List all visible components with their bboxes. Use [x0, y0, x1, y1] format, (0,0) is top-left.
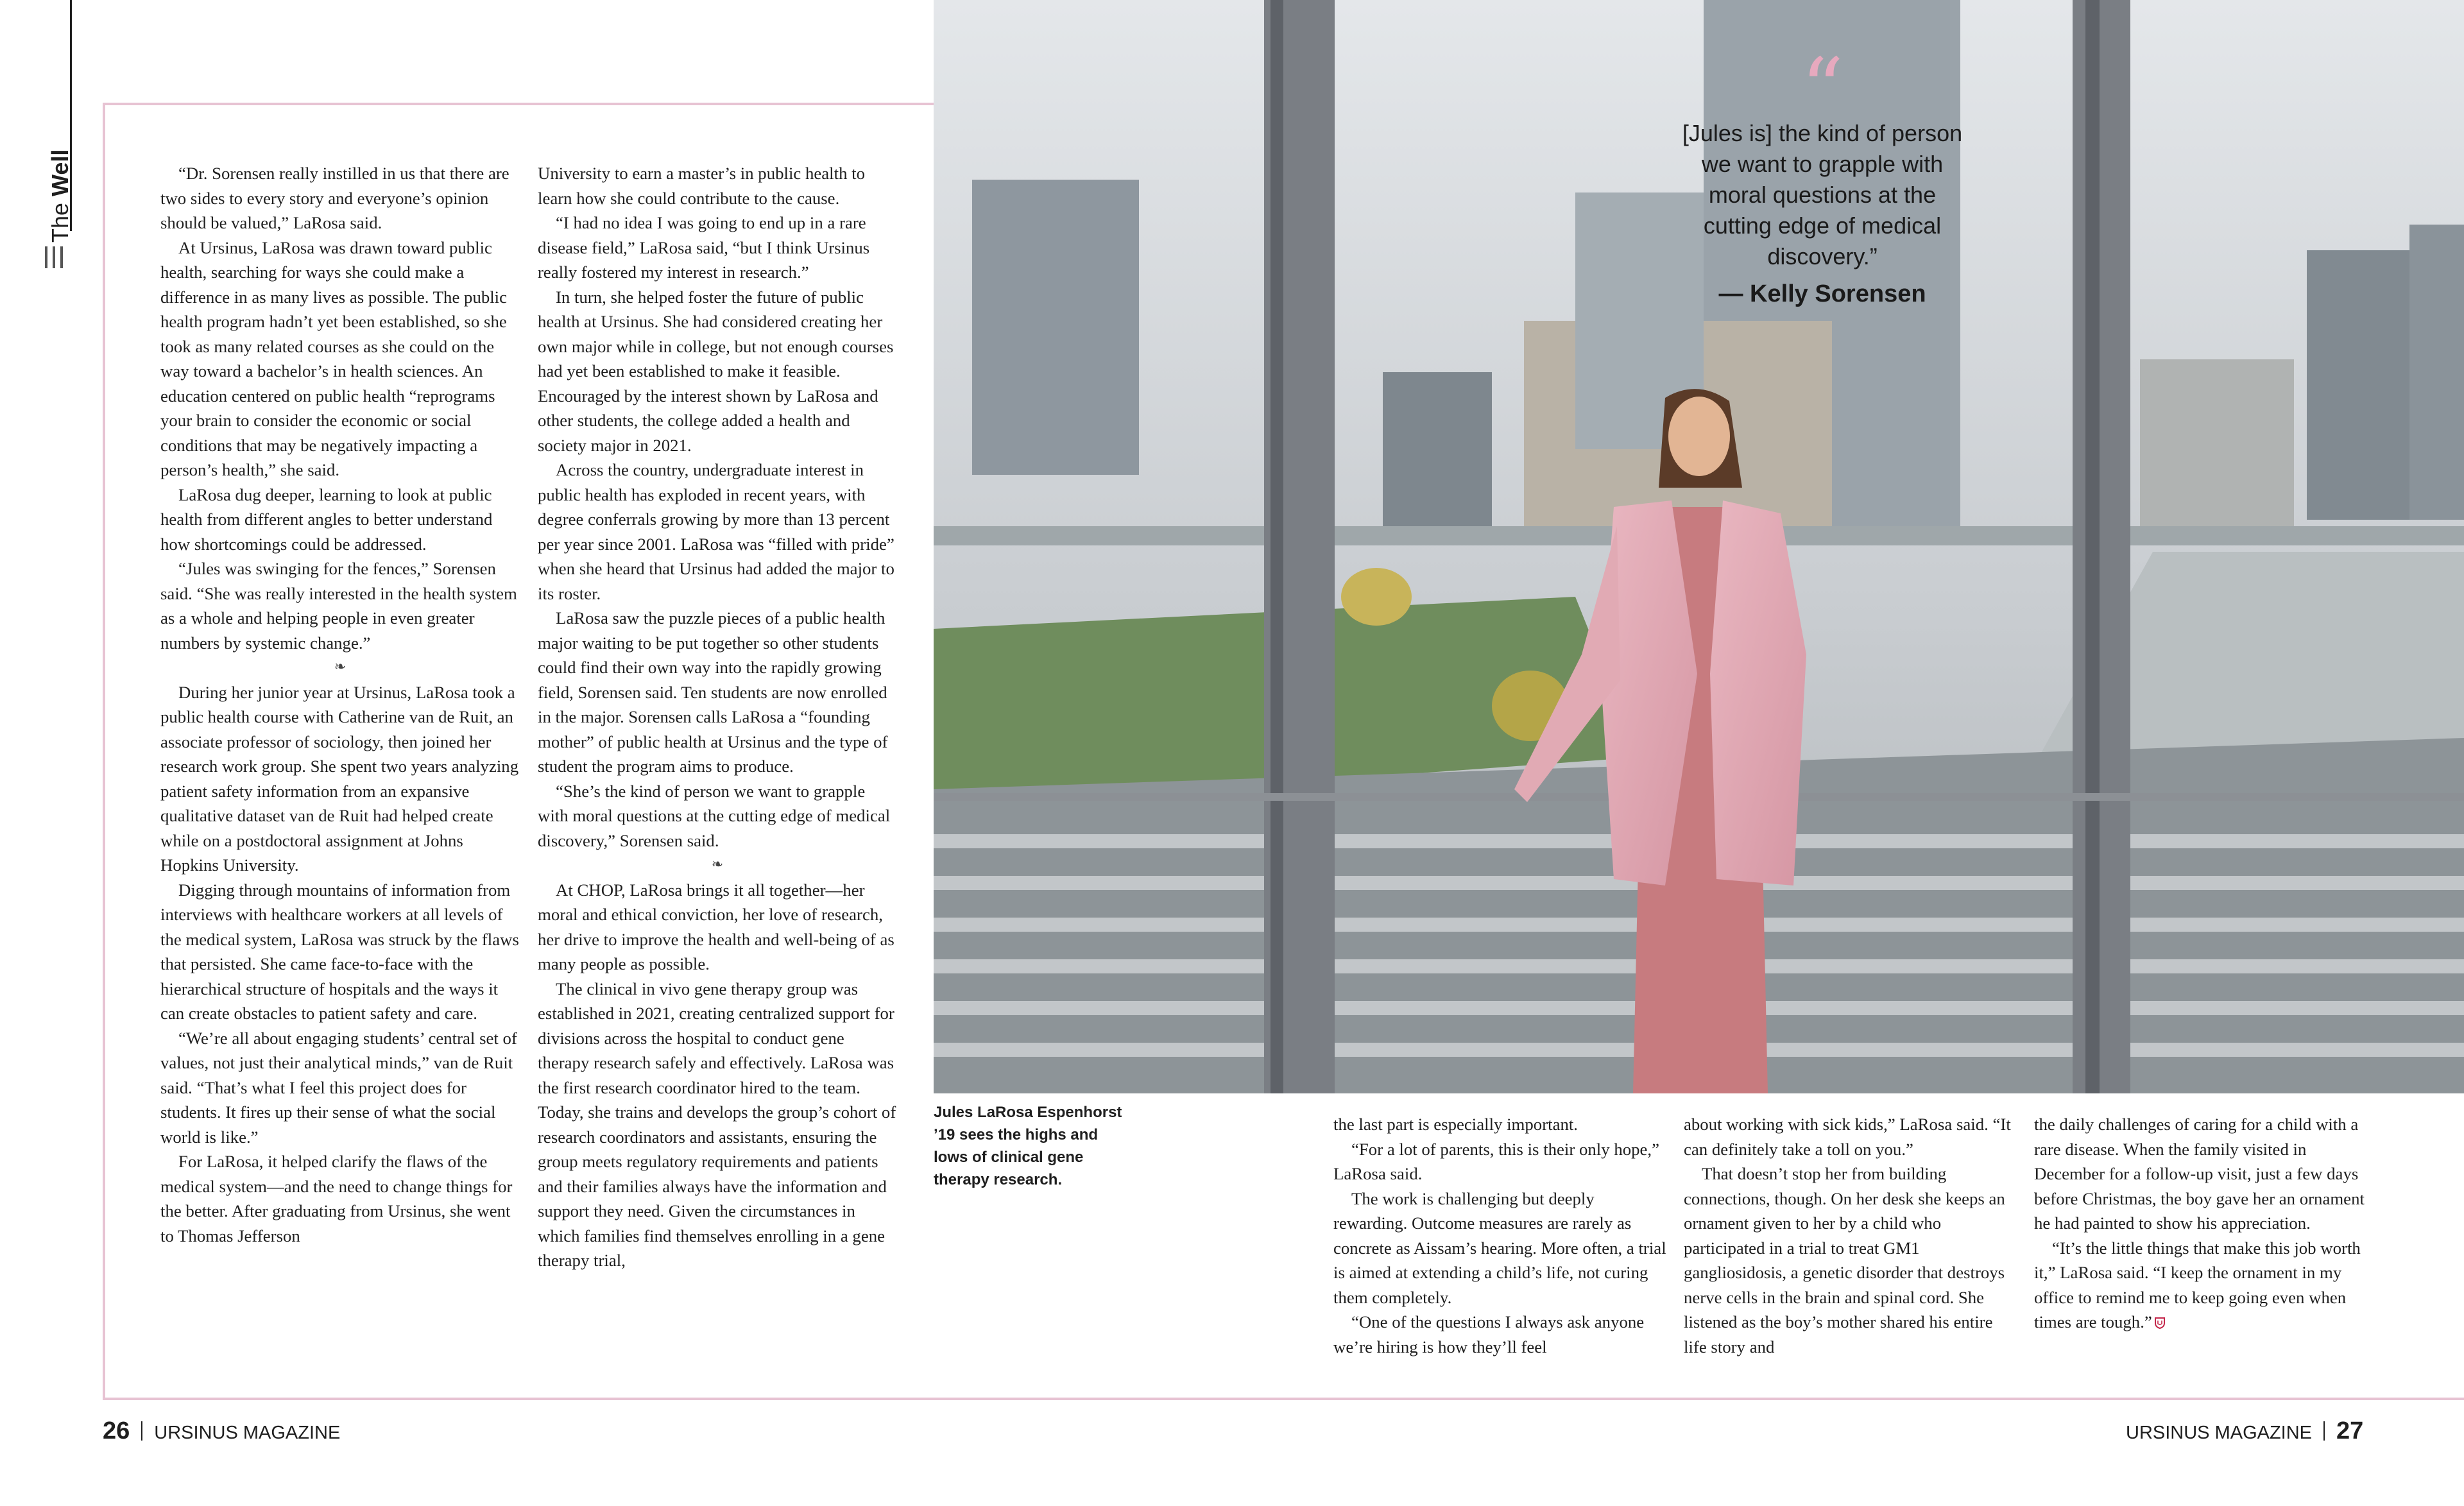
section-prefix: The	[47, 202, 73, 243]
paragraph: “For a lot of parents, this is their only hope,” LaRosa said.	[1333, 1139, 1660, 1183]
footer-right	[2126, 1415, 2363, 1449]
paragraph: For LaRosa, it helped clarify the flaws of the medical system—and the need to change things for the better. After graduating from Ursinus, she went to Thomas Jefferson	[160, 1152, 513, 1245]
paragraph: University to earn a master’s in public health to learn how she could contribute to the cause.	[538, 164, 866, 208]
paragraph: At Ursinus, LaRosa was drawn toward public health, searching for ways she could make a difference in as many lives as possible. The public health program hadn’t yet been established, so she took as many related courses as she could on the way toward a bachelor’s in health sciences. An education centered on public health “reprograms your brain to consider the economic or social conditions that may be negatively impacting a person’s health,” she said.	[160, 237, 508, 479]
paragraph: “I had no idea I was going to end up in a rare disease field,” LaRosa said, “but I think Ursinus really fostered my interest in research.”	[538, 213, 870, 282]
page-number-right: 27	[2336, 1417, 2364, 1444]
paragraph: the daily challenges of caring for a child with a rare disease. When the family visited in December for a follow-up visit, just a few days before Christmas, the boy gave her an ornament he had painted to show his appreciation.	[2034, 1115, 2365, 1233]
paragraph: At CHOP, LaRosa brings it all together—her moral and ethical conviction, her love of research, her drive to improve the health and well-being of as many people as possible.	[538, 880, 894, 973]
paragraph: During her junior year at Ursinus, LaRosa took a public health course with Catherine van de Ruit, an associate professor of sociology, then joined her research work group. She spent two years analyzing patient safety information from an expansive qualitative dataset van de Ruit had helped create while on a postdoctoral assignment at Johns Hopkins University.	[160, 682, 519, 875]
closing-paragraph-text: “It’s the little things that make this job worth it,” LaRosa said. “I keep the ornament in my office to remind me to keep going even when times are tough.”	[2034, 1238, 2361, 1331]
section-label	[44, 121, 76, 243]
paragraph: the last part is especially important.	[1333, 1115, 1579, 1134]
footer-separator	[141, 1421, 142, 1441]
paragraph: That doesn’t stop her from building connections, though. On her desk she keeps an ornament given to her by a child who participated in a trial to treat GM1 gangliosidosis, a genetic disorder that destroys nerve cells in the brain and spinal cord. She listened as the boy’s mother shared his entire life story and	[1684, 1164, 2005, 1356]
quote-mark-icon: “	[1801, 40, 1844, 137]
paragraph: “One of the questions I always ask anyone we’re hiring is how they’ll feel	[1333, 1312, 1645, 1356]
article-column-5	[2034, 1112, 2368, 1335]
frame-left-rule	[103, 103, 105, 1400]
section-bars-icon	[45, 246, 71, 268]
paragraph: The work is challenging but deeply rewarding. Outcome measures are rarely as concrete as Aissam’s hearing. More often, a trial is aimed at extending a child’s life, not curing them completely.	[1333, 1188, 1666, 1307]
end-of-article-shield-icon	[2155, 1317, 2165, 1329]
section-name: Well	[47, 149, 73, 196]
page-number-left: 26	[103, 1417, 130, 1444]
paragraph: The clinical in vivo gene therapy group was established in 2021, creating centralized support for divisions across the hospital to conduct gene therapy research safely and effectively. LaRosa was the first research coordinator hired to the team. Today, she trains and develops the group’s cohort of research coordinators and assistants, ensuring the group meets regulatory requirements and patients and their families always have the information and support they need. Given the circumstances in which families find themselves enrolling in a gene therapy trial,	[538, 979, 896, 1270]
article-column-3	[1333, 1112, 1667, 1359]
footer-separator	[2323, 1421, 2325, 1441]
paragraph	[2034, 1236, 2368, 1335]
photo-caption: Jules LaRosa Espenhorst ’19 sees the highs and lows of clinical gene therapy research.	[934, 1104, 1122, 1188]
paragraph: Across the country, undergraduate interest in public health has exploded in recent years, with degree conferrals growing by more than 13 percent per year since 2001. LaRosa was “filled with pride” when she heard that Ursinus had added the major to its roster.	[538, 460, 894, 603]
paragraph: “Jules was swinging for the fences,” Sorensen said. “She was really interested in the health system as a whole and helping people in even greater numbers by systemic change.”	[160, 559, 517, 653]
frame-top-rule	[103, 103, 934, 105]
article-column-2	[538, 161, 897, 1273]
magazine-title-right: URSINUS MAGAZINE	[2126, 1423, 2313, 1443]
article-column-1	[160, 161, 520, 1248]
paragraph: “Dr. Sorensen really instilled in us that there are two sides to every story and everyone’s opinion should be valued,” LaRosa said.	[160, 164, 509, 232]
paragraph: LaRosa saw the puzzle pieces of a public health major waiting to be put together so other students could find their own way into the rapidly growing field, Sorensen said. Ten students are now enrolled in the major. Sorensen calls LaRosa a “founding mother” of public health at Ursinus and the type of student the program aims to produce.	[538, 608, 888, 776]
paragraph: Digging through mountains of information from interviews with healthcare workers at all levels of the medical system, LaRosa was struck by the flaws that persisted. She came face-to-face with the hierarchical structure of hospitals and the ways it can create obstacles to patient safety and care.	[160, 880, 519, 1023]
section-break-ornament: ❧	[711, 857, 724, 873]
pull-quote-text: [Jules is] the kind of person we want to grapple with moral questions at the cutting edge of medical discovery.”	[1682, 120, 1963, 270]
paragraph: In turn, she helped foster the future of public health at Ursinus. She had considered creating her own major while in college, but not enough courses had yet been established to make it feasible. Encouraged by the interest shown by LaRosa and other students, the college added a health and society major in 2021.	[538, 287, 894, 455]
pull-quote	[1672, 40, 1973, 311]
paragraph: about working with sick kids,” LaRosa said. “It can definitely take a toll on you.”	[1684, 1115, 2011, 1159]
frame-bottom-rule	[103, 1398, 2464, 1400]
paragraph: LaRosa dug deeper, learning to look at public health from different angles to better understand how shortcomings could be addressed.	[160, 484, 493, 554]
paragraph: “We’re all about engaging students’ central set of values, not just their analytical minds,” van de Ruit said. “That’s what I feel this project does for students. It fires up their sense of what the social world is like.”	[160, 1028, 517, 1147]
section-break-ornament: ❧	[334, 659, 346, 675]
magazine-title-left: URSINUS MAGAZINE	[154, 1423, 341, 1443]
pull-quote-attribution: — Kelly Sorensen	[1718, 280, 1926, 307]
article-column-4	[1684, 1112, 2017, 1359]
paragraph: “She’s the kind of person we want to grapple with moral questions at the cutting edge of medical discovery,” Sorensen said.	[538, 781, 891, 850]
footer-left	[103, 1415, 340, 1449]
